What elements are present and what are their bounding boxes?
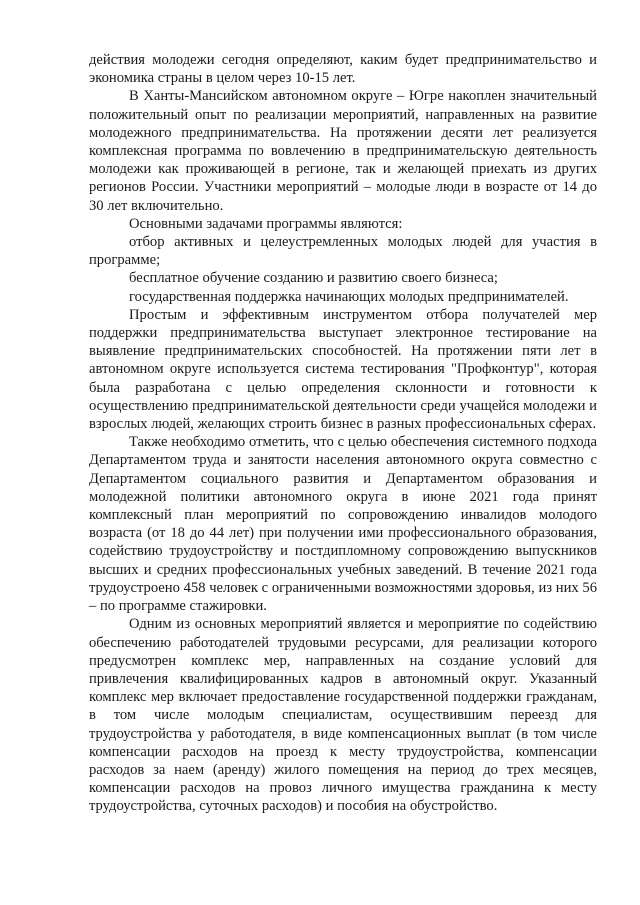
paragraph-continuation: действия молодежи сегодня определяют, каким будет предпринимательство и экономика страны в целом через 10-15 лет. <box>89 52 597 87</box>
paragraph-profkontur-testing: Простым и эффективным инструментом отбора получателей мер поддержки предпринимательства выступает электронное тестирование на выявление предпринимательских способностей. На протяжении пяти лет в автономном округе используется система тестирования "Профконтур", которая была разработана с целью определения склонности и готовности к осуществлению предпринимательской деятельности среди учащейся молодежи и взрослых людей, желающих строить бизнес в разных профессиональных сферах. <box>89 306 597 433</box>
document-body <box>89 51 597 816</box>
list-item-training: бесплатное обучение созданию и развитию своего бизнеса; <box>129 270 498 287</box>
list-item-selection: отбор активных и целеустремленных молодых людей для участия в программе; <box>89 234 597 269</box>
paragraph-labor-resources: Одним из основных мероприятий является и мероприятие по содействию обеспечению работодателей трудовыми ресурсами, для реализации которого предусмотрен комплекс мер, направленных на создание условий для привлечения квалифицированных кадров в автономный округ. Указанный комплекс мер включает предоставление государственной поддержки гражданам, в том числе молодым специалистам, осуществившим переезд для трудоустройства у работодателя, в виде компенсационных выплат (в том числе компенсации расходов на проезд к месту трудоустройства, компенсации расходов за наем (аренду) жилого помещения на период до трех месяцев, компенсации расходов на провоз личного имущества гражданина к месту трудоустройства, суточных расходов) и пособия на обустройство. <box>89 616 597 815</box>
paragraph-disabled-youth-plan: Также необходимо отметить, что с целью обеспечения системного подхода Департаментом труда и занятости населения автономного округа совместно с Департаментом социального развития и Департаментом образования и молодежной политики автономного округа в июне 2021 года принят комплексный план мероприятий по сопровождению инвалидов молодого возраста (от 18 до 44 лет) при получении ими профессионального образования, содействию трудоустройству и постдипломному сопровождению выпускников высших и средних профессиональных учебных заведений. В течение 2021 года трудоустроено 458 человек с ограниченными возможностями здоровья, из них 56 – по программе стажировки. <box>89 434 597 615</box>
paragraph-program-tasks-heading: Основными задачами программы являются: <box>129 215 403 232</box>
paragraph-khmao-experience: В Ханты-Мансийском автономном округе – Югре накоплен значительный положительный опыт по реализации мероприятий, направленных на развитие молодежного предпринимательства. На протяжении десяти лет реализуется комплексная программа по вовлечению в предпринимательскую деятельность молодежи как проживающей в регионе, так и желающей приехать из других регионов России. Участники мероприятий – молодые люди в возрасте от 14 до 30 лет включительно. <box>89 88 597 214</box>
list-item-state-support: государственная поддержка начинающих молодых предпринимателей. <box>129 288 569 305</box>
